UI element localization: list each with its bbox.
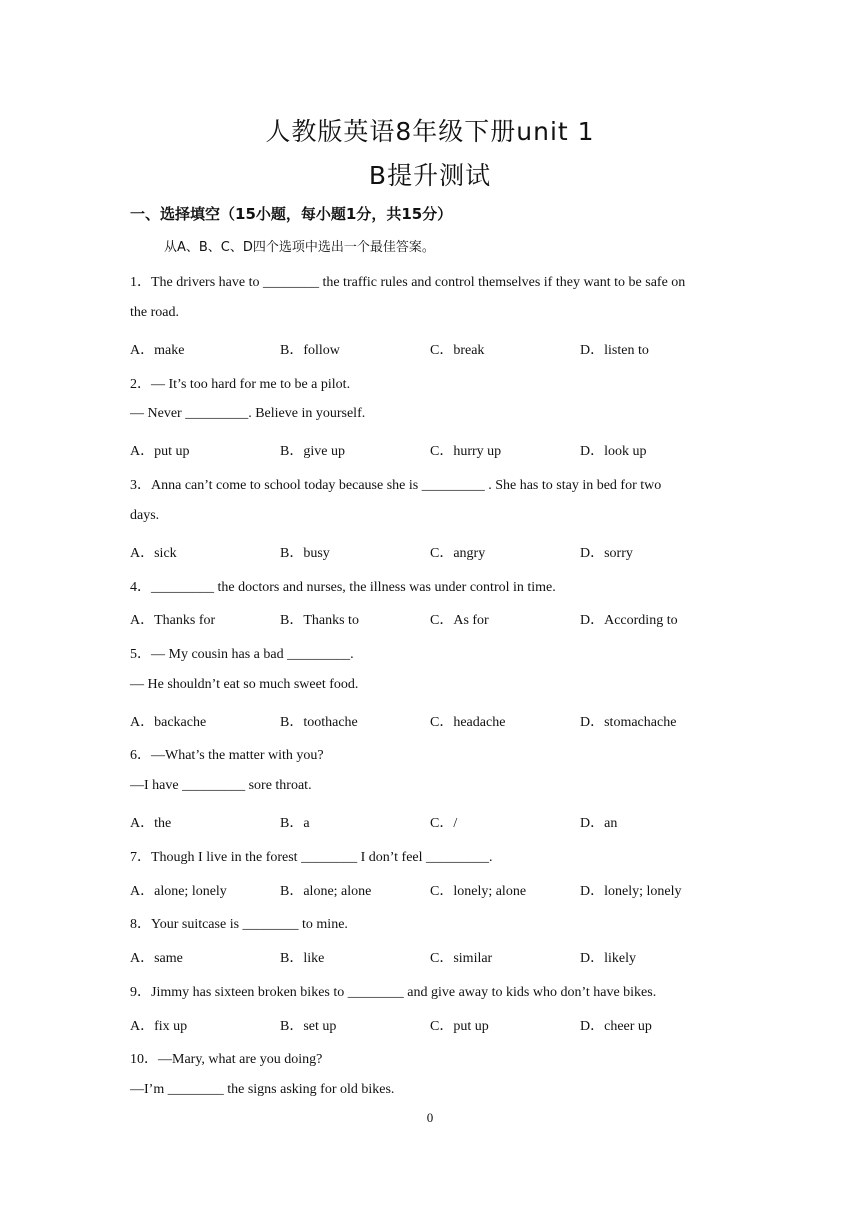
option-c: C．similar	[430, 951, 493, 966]
option-c: C．headache	[430, 715, 506, 730]
question-4-options	[130, 609, 750, 629]
option-d: D．lonely; lonely	[580, 884, 682, 899]
option-d: D．likely	[580, 951, 636, 966]
page-number: 0	[426, 1110, 434, 1125]
question-5-text: 5．— My cousin has a bad _________.	[130, 647, 354, 662]
question-3-text-cont: days.	[130, 508, 160, 523]
option-c: C．angry	[430, 546, 486, 561]
option-c: C．lonely; alone	[430, 884, 527, 899]
question-8-options	[130, 947, 750, 967]
option-d: D．listen to	[580, 343, 649, 358]
question-4-text: 4．_________ the doctors and nurses, the illness was under control in time.	[130, 580, 556, 595]
option-c: C．put up	[430, 1019, 489, 1034]
option-a: A．the	[130, 816, 172, 831]
document-title-line-2: B提升测试	[368, 161, 492, 190]
option-a: A．Thanks for	[130, 613, 216, 628]
option-a: A．make	[130, 343, 185, 358]
question-1-text: 1．The drivers have to ________ the traffic rules and control themselves if they want to be safe on	[130, 275, 686, 290]
question-10-text: 10．—Mary, what are you doing?	[130, 1052, 323, 1067]
option-d: D．look up	[580, 444, 647, 459]
option-a: A．alone; lonely	[130, 884, 227, 899]
option-b: B．like	[280, 951, 325, 966]
option-c: C．break	[430, 343, 485, 358]
question-2-text: 2．— It’s too hard for me to be a pilot.	[130, 377, 351, 392]
document-title-line-1: 人教版英语8年级下册unit 1	[265, 117, 595, 146]
question-8-text: 8．Your suitcase is ________ to mine.	[130, 917, 348, 932]
option-b: B．Thanks to	[280, 613, 359, 628]
option-b: B．busy	[280, 546, 330, 561]
option-d: D．an	[580, 816, 618, 831]
question-6-options	[130, 812, 750, 832]
question-3-text: 3．Anna can’t come to school today because she is _________ . She has to stay in bed for two	[130, 478, 662, 493]
option-c: C．/	[430, 816, 458, 831]
question-7-text: 7．Though I live in the forest ________ I don’t feel _________.	[130, 850, 493, 865]
option-a: A．same	[130, 951, 183, 966]
section-heading: 一、选择填空（15小题，每小题1分，共15分）	[130, 205, 453, 223]
question-2-options	[130, 440, 750, 460]
option-b: B．toothache	[280, 715, 358, 730]
question-9-options	[130, 1015, 750, 1035]
question-6-text: 6．—What’s the matter with you?	[130, 748, 324, 763]
question-5-text-cont: — He shouldn’t eat so much sweet food.	[130, 677, 359, 692]
option-c: C．hurry up	[430, 444, 502, 459]
option-c: C．As for	[430, 613, 489, 628]
option-a: A．backache	[130, 715, 207, 730]
question-1-options	[130, 339, 750, 359]
instruction-text: 从A、B、C、D四个选项中选出一个最佳答案。	[164, 240, 435, 255]
question-5-options	[130, 711, 750, 731]
option-b: B．set up	[280, 1019, 337, 1034]
option-a: A．put up	[130, 444, 190, 459]
option-d: D．According to	[580, 613, 678, 628]
option-b: B．alone; alone	[280, 884, 372, 899]
option-a: A．sick	[130, 546, 177, 561]
option-b: B．give up	[280, 444, 345, 459]
question-3-options	[130, 542, 750, 562]
option-a: A．fix up	[130, 1019, 188, 1034]
question-7-options	[130, 880, 750, 900]
question-1-text-cont: the road.	[130, 305, 179, 320]
question-6-text-cont: —I have _________ sore throat.	[130, 778, 312, 793]
question-2-text-cont: — Never _________. Believe in yourself.	[130, 406, 366, 421]
question-10-text-cont: —I’m ________ the signs asking for old bikes.	[130, 1082, 395, 1097]
option-d: D．stomachache	[580, 715, 677, 730]
option-d: D．sorry	[580, 546, 633, 561]
option-b: B．follow	[280, 343, 340, 358]
option-d: D．cheer up	[580, 1019, 652, 1034]
option-b: B．a	[280, 816, 310, 831]
question-9-text: 9．Jimmy has sixteen broken bikes to ________ and give away to kids who don’t have bikes.	[130, 985, 657, 1000]
